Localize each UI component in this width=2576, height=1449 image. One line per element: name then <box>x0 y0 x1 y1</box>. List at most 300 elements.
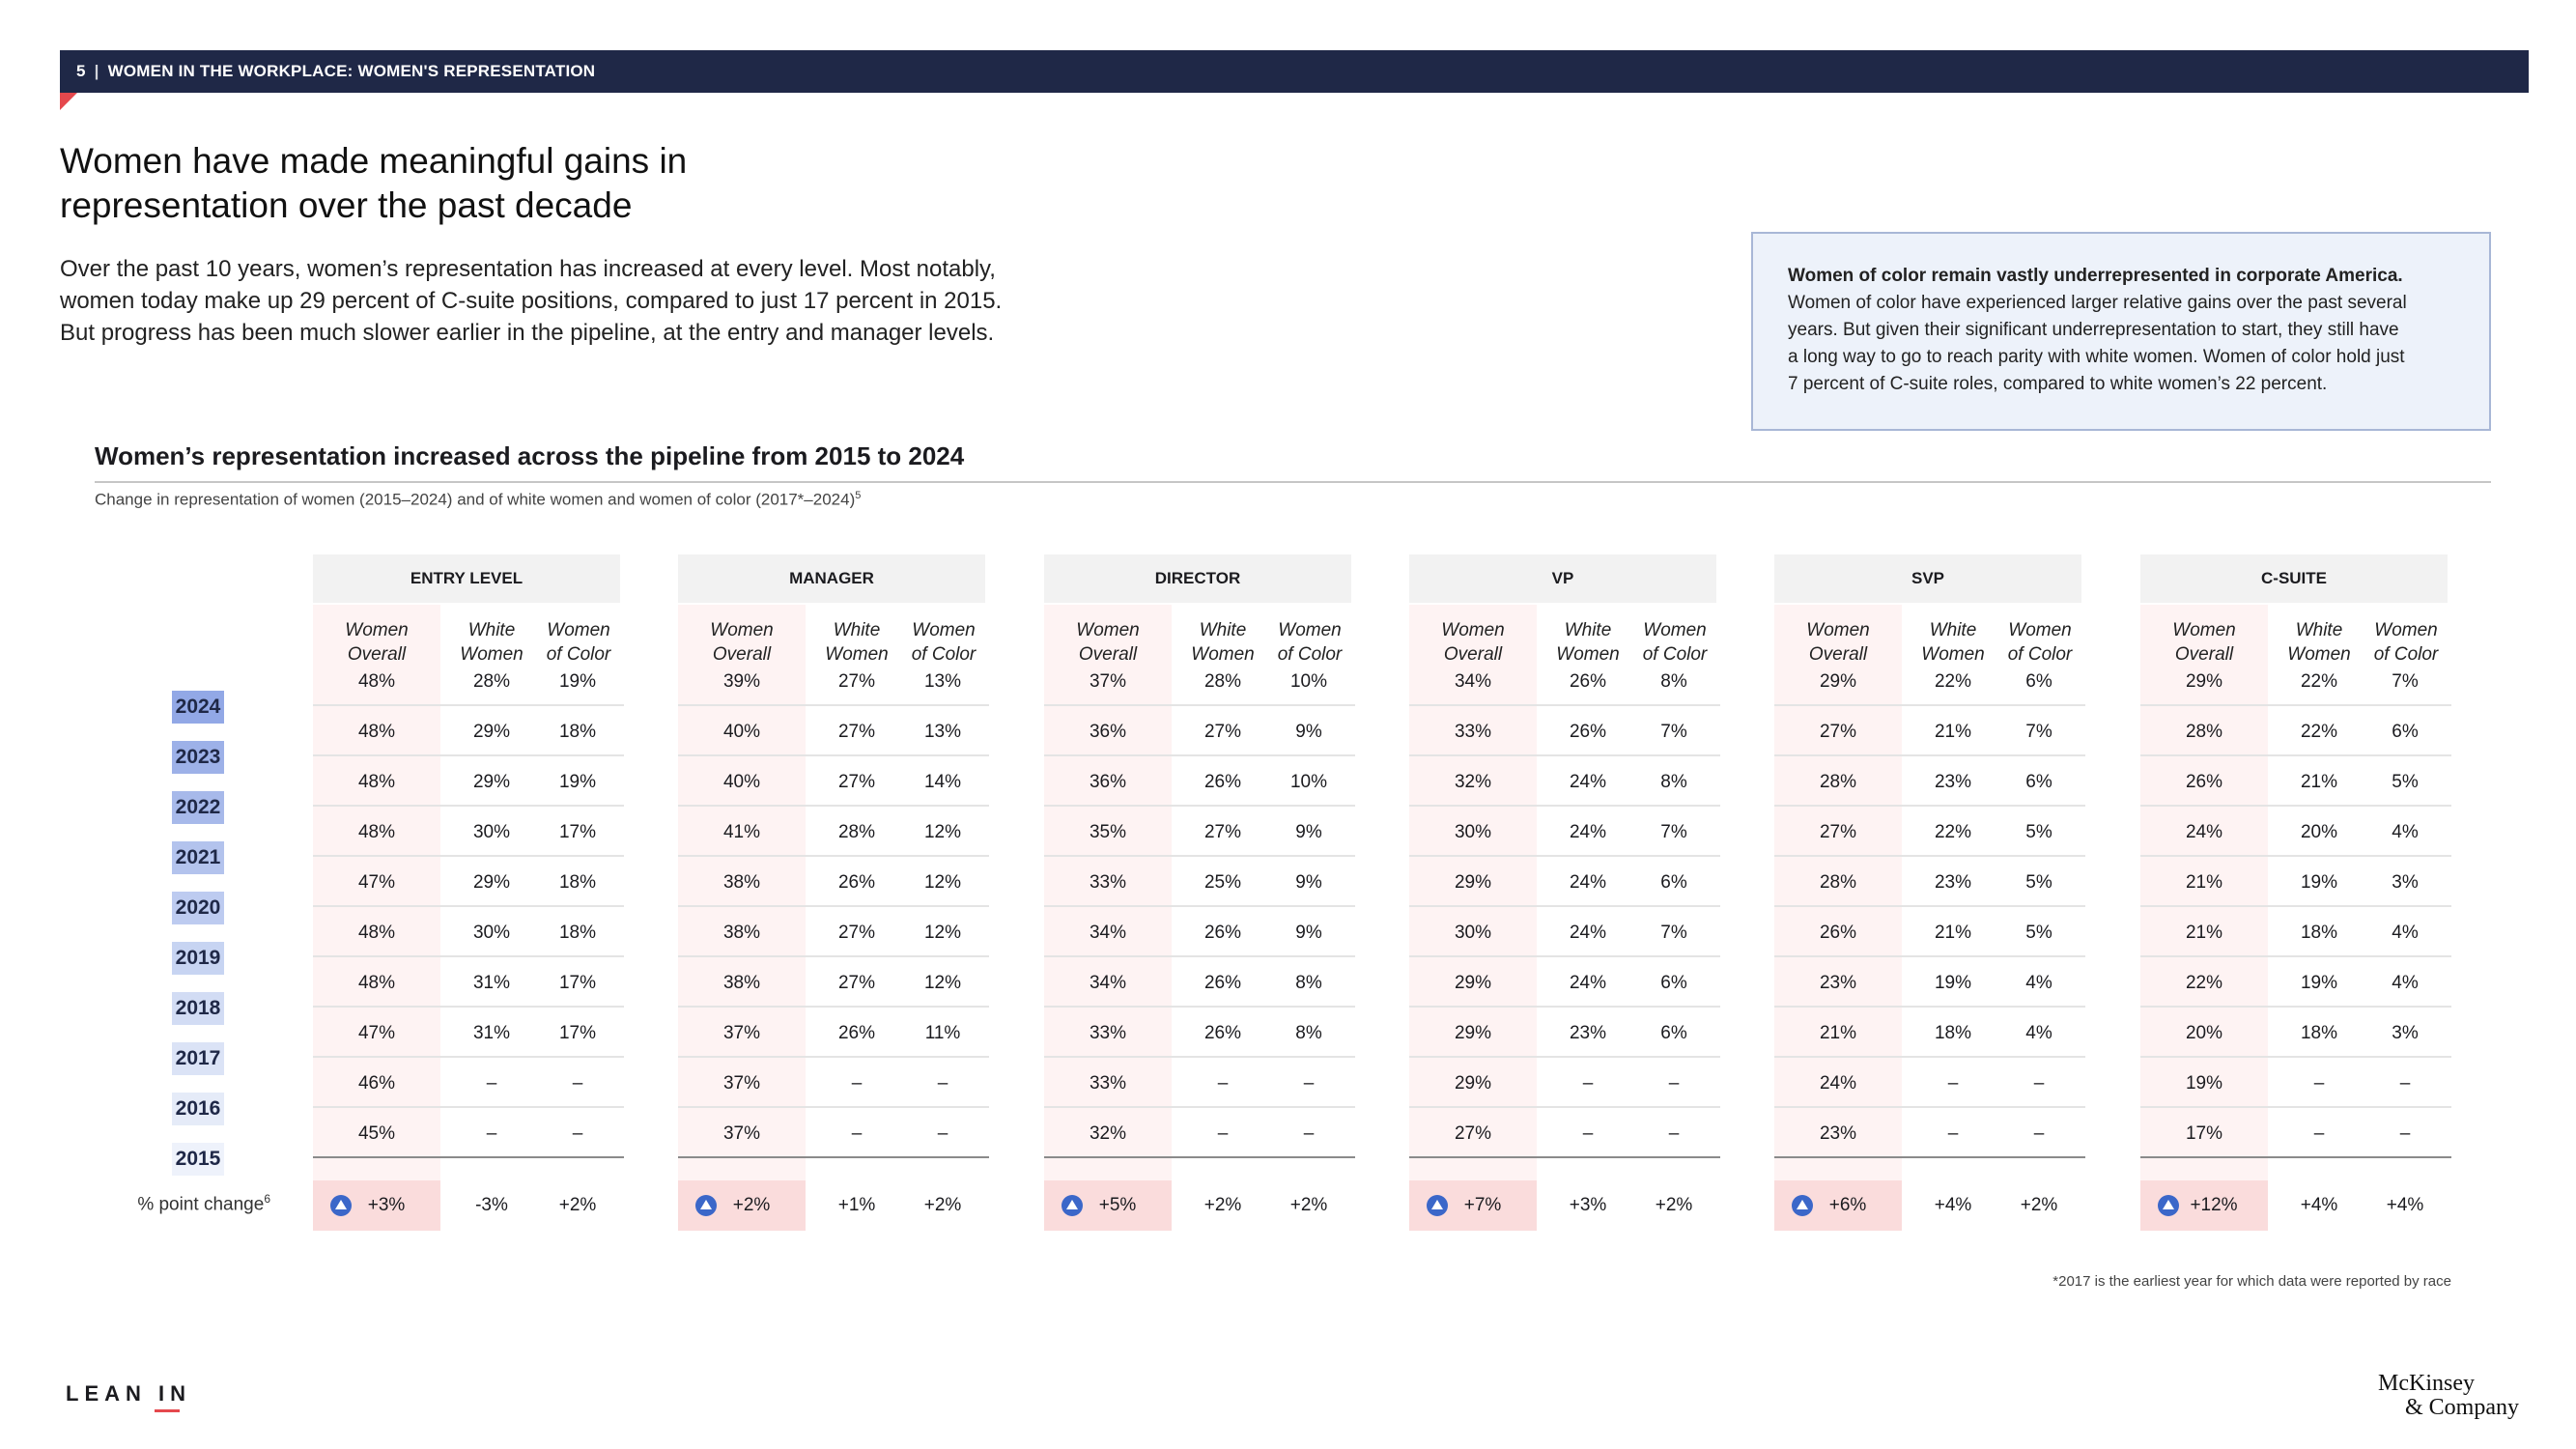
table-cell: 7% <box>1660 722 1687 742</box>
table-cell: 20% <box>2185 1023 2223 1043</box>
table-row <box>1044 808 1355 857</box>
year-label: 2020 <box>172 892 224 924</box>
table-cell: 4% <box>2392 973 2419 993</box>
table-cell: 6% <box>1660 1023 1687 1043</box>
table-cell: 29% <box>1454 1023 1492 1043</box>
table-cell: 13% <box>923 722 962 742</box>
table-cell: 6% <box>1660 973 1687 993</box>
change-cell <box>1044 1180 1172 1231</box>
table-cell: 26% <box>1819 923 1857 943</box>
column-header-line: Women <box>825 644 889 665</box>
year-label: 2017 <box>172 1042 224 1075</box>
table-row <box>2140 1059 2451 1108</box>
table-cell: 28% <box>2185 722 2223 742</box>
column-header-line: White <box>2295 620 2343 640</box>
column-header-line: Women <box>2008 620 2072 640</box>
table-row <box>2140 808 2451 857</box>
change-value: +3% <box>1569 1195 1607 1215</box>
table-cell: 37% <box>722 1023 761 1043</box>
change-value: +2% <box>1289 1195 1328 1215</box>
level-header: VP <box>1409 554 1716 603</box>
table-cell: 30% <box>472 923 511 943</box>
table-cell: – <box>937 1123 948 1144</box>
level-header: MANAGER <box>678 554 985 603</box>
table-cell: 21% <box>2300 772 2338 792</box>
year-label: 2019 <box>172 942 224 975</box>
table-cell: 36% <box>1089 772 1127 792</box>
table-cell: 26% <box>2185 772 2223 792</box>
change-cell <box>533 1180 622 1231</box>
table-cell: 28% <box>837 822 876 842</box>
table-row <box>1774 707 2085 756</box>
column-header-line: White <box>833 620 881 640</box>
header-accent-triangle <box>60 93 77 110</box>
table-cell: 26% <box>837 872 876 893</box>
column-header-line: Women <box>710 620 774 640</box>
table-cell: 12% <box>923 872 962 893</box>
table-cell: 19% <box>2300 872 2338 893</box>
page-title: Women have made meaningful gains in representation over the past decade <box>60 141 688 225</box>
table-row <box>313 858 624 907</box>
table-row <box>1044 757 1355 807</box>
table-cell: 37% <box>722 1123 761 1144</box>
callout-line: years. But given their significant underrepresentation to start, they still have <box>1788 320 2399 340</box>
table-cell: 30% <box>472 822 511 842</box>
table-cell: 38% <box>722 973 761 993</box>
table-row <box>1409 908 1720 957</box>
table-row <box>1044 958 1355 1008</box>
change-row <box>1774 1180 2085 1231</box>
table-cell: – <box>2399 1073 2411 1094</box>
table-cell: 39% <box>722 671 761 692</box>
table-cell: 29% <box>1454 1073 1492 1094</box>
table-cell: 28% <box>1203 671 1242 692</box>
change-cell <box>678 1180 806 1231</box>
change-value: +2% <box>1655 1195 1693 1215</box>
table-cell: 5% <box>2025 822 2052 842</box>
callout-line: a long way to go to reach parity with white women. Women of color hold just <box>1788 347 2405 367</box>
table-cell: 22% <box>1934 671 1972 692</box>
footnote: *2017 is the earliest year for which data were reported by race <box>2052 1273 2451 1290</box>
table-cell: 33% <box>1089 1023 1127 1043</box>
table-cell: – <box>1668 1073 1680 1094</box>
table-cell: 21% <box>2185 923 2223 943</box>
callout-line: Women of color have experienced larger relative gains over the past several <box>1788 293 2407 313</box>
table-cell: – <box>851 1123 863 1144</box>
table-row <box>1774 1009 2085 1058</box>
table-cell: 27% <box>837 772 876 792</box>
table-cell: 26% <box>1569 671 1607 692</box>
table-row <box>2140 757 2451 807</box>
table-cell: 21% <box>1934 722 1972 742</box>
table-cell: 8% <box>1660 671 1687 692</box>
table-cell: 17% <box>558 973 597 993</box>
change-cell <box>1544 1180 1631 1231</box>
table-cell: – <box>1217 1073 1229 1094</box>
column-header-line: Overall <box>1808 644 1868 665</box>
column-header-line: Women <box>547 620 610 640</box>
year-label: 2021 <box>172 841 224 874</box>
table-row <box>1774 858 2085 907</box>
table-row <box>1409 958 1720 1008</box>
chart-subtitle: Change in representation of women (2015–2024) and of white women and women of color $(2017*-2024)^5$ <box>95 490 862 509</box>
table-cell: 34% <box>1089 923 1127 943</box>
table-row <box>678 707 989 756</box>
column-header-line: Women <box>1921 644 1985 665</box>
table-row <box>313 757 624 807</box>
table-cell: 32% <box>1454 772 1492 792</box>
table-cell: 32% <box>1089 1123 1127 1144</box>
table-cell: 22% <box>2185 973 2223 993</box>
table-row <box>678 958 989 1008</box>
change-cell <box>898 1180 987 1231</box>
column-header-line: Women <box>1076 620 1140 640</box>
table-cell: 48% <box>357 722 396 742</box>
table-row <box>1409 1009 1720 1058</box>
table-row <box>678 757 989 807</box>
table-cell: 26% <box>1203 973 1242 993</box>
table-row <box>313 958 624 1008</box>
table-cell: 18% <box>558 923 597 943</box>
table-cell: 24% <box>1569 923 1607 943</box>
table-cell: 48% <box>357 822 396 842</box>
table-cell: – <box>1947 1123 1959 1144</box>
table-row <box>678 657 989 706</box>
chart-title: Women’s representation increased across the pipeline from 2015 to 2024 <box>95 441 965 470</box>
change-row <box>313 1180 624 1231</box>
table-cell: 14% <box>923 772 962 792</box>
column-header-line: White <box>1564 620 1612 640</box>
change-cell <box>1910 1180 1996 1231</box>
table-cell: 6% <box>2025 671 2052 692</box>
table-cell: 27% <box>837 671 876 692</box>
table-cell: 33% <box>1454 722 1492 742</box>
table-cell: 18% <box>2300 923 2338 943</box>
column-header-line: White <box>467 620 516 640</box>
table-cell: – <box>851 1073 863 1094</box>
table-cell: 6% <box>1660 872 1687 893</box>
table-cell: 35% <box>1089 822 1127 842</box>
table-cell: 26% <box>1203 923 1242 943</box>
table-cell: 5% <box>2392 772 2419 792</box>
change-cell <box>1264 1180 1353 1231</box>
table-cell: 27% <box>1454 1123 1492 1144</box>
table-cell: 26% <box>1203 772 1242 792</box>
table-cell: – <box>572 1123 583 1144</box>
table-cell: 29% <box>472 872 511 893</box>
table-row <box>2140 1109 2451 1158</box>
table-cell: 29% <box>472 772 511 792</box>
change-cell <box>1629 1180 1718 1231</box>
table-cell: 23% <box>1569 1023 1607 1043</box>
table-cell: 25% <box>1203 872 1242 893</box>
table-row <box>678 1009 989 1058</box>
table-cell: 11% <box>924 1023 961 1043</box>
table-cell: 24% <box>2185 822 2223 842</box>
table-cell: 30% <box>1454 923 1492 943</box>
table-cell: – <box>1582 1073 1594 1094</box>
table-cell: 33% <box>1089 1073 1127 1094</box>
column-header-line: of Color <box>1277 644 1343 665</box>
table-cell: – <box>486 1073 497 1094</box>
table-cell: 36% <box>1089 722 1127 742</box>
level-block <box>1044 554 1355 1231</box>
change-row <box>678 1180 989 1231</box>
table-cell: 23% <box>1934 872 1972 893</box>
table-cell: 20% <box>2300 822 2338 842</box>
change-row <box>1409 1180 1720 1231</box>
change-value: +2% <box>1203 1195 1242 1215</box>
column-header-line: Women <box>1441 620 1505 640</box>
column-header-line: Women <box>1556 644 1620 665</box>
table-cell: 10% <box>1289 671 1328 692</box>
table-cell: 30% <box>1454 822 1492 842</box>
table-row <box>2140 707 2451 756</box>
table-cell: 22% <box>2300 722 2338 742</box>
table-row <box>1409 657 1720 706</box>
table-cell: 9% <box>1295 872 1322 893</box>
column-header-line: Women <box>345 620 409 640</box>
table-row <box>313 808 624 857</box>
table-row <box>678 1109 989 1158</box>
column-header-line: Women <box>912 620 976 640</box>
table-cell: 6% <box>2392 722 2419 742</box>
change-cell <box>1179 1180 1266 1231</box>
table-cell: 31% <box>472 973 511 993</box>
change-value: +5% <box>1098 1195 1137 1215</box>
table-row <box>1409 1059 1720 1108</box>
table-row <box>678 908 989 957</box>
change-cell <box>313 1180 440 1231</box>
change-value: +4% <box>2300 1195 2338 1215</box>
table-cell: 21% <box>2185 872 2223 893</box>
table-cell: 3% <box>2392 1023 2419 1043</box>
table-cell: 40% <box>722 722 761 742</box>
table-row <box>1774 1109 2085 1158</box>
table-cell: – <box>2033 1073 2045 1094</box>
table-cell: – <box>572 1073 583 1094</box>
mckinsey-logo: McKinsey & Company <box>2378 1371 2519 1420</box>
table-cell: 7% <box>2392 671 2419 692</box>
table-row <box>1774 657 2085 706</box>
table-cell: 48% <box>357 973 396 993</box>
table-cell: – <box>1947 1073 1959 1094</box>
table-row <box>313 1109 624 1158</box>
callout-line: 7 percent of C-suite roles, compared to white women’s 22 percent. <box>1788 374 2328 394</box>
table-cell: 12% <box>923 923 962 943</box>
column-header-line: Overall <box>2174 644 2234 665</box>
chart-title-rule <box>95 481 2491 483</box>
section-title: WOMEN IN THE WORKPLACE: WOMEN'S REPRESENTATION <box>107 62 596 80</box>
table-cell: – <box>1668 1123 1680 1144</box>
table-row <box>1774 757 2085 807</box>
table-row <box>1409 707 1720 756</box>
level-header: C-SUITE <box>2140 554 2448 603</box>
column-header-line: Women <box>2287 644 2351 665</box>
table-row <box>1044 1009 1355 1058</box>
table-cell: 8% <box>1295 973 1322 993</box>
table-cell: 29% <box>1454 872 1492 893</box>
column-header-line: of Color <box>911 644 977 665</box>
table-cell: 22% <box>1934 822 1972 842</box>
table-cell: 28% <box>472 671 511 692</box>
table-cell: 27% <box>837 722 876 742</box>
change-cell <box>2140 1180 2268 1231</box>
table-cell: 24% <box>1569 822 1607 842</box>
column-header-line: Overall <box>712 644 772 665</box>
table-row <box>1774 1059 2085 1108</box>
column-header-line: White <box>1929 620 1977 640</box>
column-header-line: Overall <box>347 644 407 665</box>
change-value: +6% <box>1828 1195 1867 1215</box>
table-cell: 10% <box>1289 772 1328 792</box>
change-value: -3% <box>475 1195 508 1215</box>
table-cell: 4% <box>2392 822 2419 842</box>
level-block <box>678 554 989 1231</box>
table-cell: 17% <box>558 1023 597 1043</box>
table-cell: – <box>2033 1123 2045 1144</box>
table-cell: 18% <box>1934 1023 1972 1043</box>
table-row <box>1044 1109 1355 1158</box>
table-cell: 7% <box>1660 822 1687 842</box>
column-header-line: Women <box>1278 620 1342 640</box>
table-cell: 27% <box>1819 722 1857 742</box>
column-header-line: of Color <box>546 644 611 665</box>
callout-heading: Women of color remain vastly underrepresented in corporate America. <box>1788 266 2403 286</box>
table-cell: 29% <box>1454 973 1492 993</box>
table-cell: 18% <box>558 872 597 893</box>
table-cell: 7% <box>2025 722 2052 742</box>
table-cell: 8% <box>1295 1023 1322 1043</box>
table-row <box>2140 958 2451 1008</box>
table-cell: 8% <box>1660 772 1687 792</box>
table-cell: 28% <box>1819 772 1857 792</box>
table-cell: – <box>937 1073 948 1094</box>
table-cell: – <box>2313 1123 2325 1144</box>
table-row <box>1409 858 1720 907</box>
table-row <box>2140 657 2451 706</box>
table-cell: 19% <box>558 671 597 692</box>
table-cell: 13% <box>923 671 962 692</box>
column-header-line: Women <box>1191 644 1255 665</box>
table-cell: 28% <box>1819 872 1857 893</box>
table-row <box>313 908 624 957</box>
year-label: 2018 <box>172 992 224 1025</box>
page-header-bar <box>60 50 2529 93</box>
column-header-line: Overall <box>1443 644 1503 665</box>
column-header-line: Overall <box>1078 644 1138 665</box>
change-value: +2% <box>2020 1195 2058 1215</box>
table-cell: – <box>1217 1123 1229 1144</box>
table-row <box>1409 757 1720 807</box>
column-header-line: Women <box>2374 620 2438 640</box>
table-cell: 41% <box>722 822 761 842</box>
column-header-line: of Color <box>1642 644 1708 665</box>
table-cell: 5% <box>2025 872 2052 893</box>
change-value: +4% <box>1934 1195 1972 1215</box>
level-header: ENTRY LEVEL <box>313 554 620 603</box>
table-cell: 18% <box>2300 1023 2338 1043</box>
change-row <box>1044 1180 1355 1231</box>
table-cell: 48% <box>357 772 396 792</box>
change-cell <box>2276 1180 2363 1231</box>
level-block <box>1774 554 2085 1231</box>
lean-in-logo-underline <box>155 1409 180 1412</box>
table-cell: 29% <box>472 722 511 742</box>
table-cell: 21% <box>1819 1023 1857 1043</box>
intro-paragraph: Over the past 10 years, women’s representation has increased at every level. Most notably, women today make up 29 percent of C-suite positions, compared to just 17 percent in 2015. But progress has been much slower earlier in the pipeline, at the entry and manager levels. <box>60 256 1003 346</box>
table-row <box>1044 908 1355 957</box>
table-cell: 24% <box>1569 872 1607 893</box>
table-cell: 37% <box>722 1073 761 1094</box>
table-cell: 38% <box>722 923 761 943</box>
header-separator: | <box>94 62 99 80</box>
table-cell: 38% <box>722 872 761 893</box>
column-header-line: White <box>1199 620 1247 640</box>
table-row <box>313 1059 624 1108</box>
table-cell: 22% <box>2300 671 2338 692</box>
change-value: +3% <box>367 1195 406 1215</box>
table-row <box>1774 958 2085 1008</box>
table-cell: 34% <box>1089 973 1127 993</box>
table-row <box>678 808 989 857</box>
year-label: 2016 <box>172 1093 224 1125</box>
table-cell: 6% <box>2025 772 2052 792</box>
level-block <box>313 554 624 1231</box>
table-cell: – <box>1303 1073 1315 1094</box>
table-cell: 27% <box>837 973 876 993</box>
column-header-line: Women <box>1643 620 1707 640</box>
table-row <box>313 1009 624 1058</box>
change-cell <box>2361 1180 2449 1231</box>
change-value: +4% <box>2386 1195 2424 1215</box>
table-cell: 19% <box>2300 973 2338 993</box>
column-header-line: Women <box>1806 620 1870 640</box>
table-row <box>1044 858 1355 907</box>
table-cell: 17% <box>558 822 597 842</box>
table-cell: 12% <box>923 973 962 993</box>
table-row <box>2140 1009 2451 1058</box>
table-cell: 33% <box>1089 872 1127 893</box>
table-row <box>1044 1059 1355 1108</box>
table-cell: 18% <box>558 722 597 742</box>
table-cell: 4% <box>2025 1023 2052 1043</box>
level-block <box>2140 554 2451 1231</box>
table-row <box>313 657 624 706</box>
table-row <box>1774 808 2085 857</box>
table-cell: 45% <box>357 1123 396 1144</box>
table-cell: 21% <box>1934 923 1972 943</box>
change-cell <box>813 1180 900 1231</box>
table-cell: 27% <box>837 923 876 943</box>
change-value: +7% <box>1463 1195 1502 1215</box>
table-cell: 9% <box>1295 923 1322 943</box>
page-number: 5 <box>76 62 86 80</box>
column-header-line: of Color <box>2373 644 2439 665</box>
change-value: +12% <box>2190 1195 2238 1215</box>
table-cell: – <box>1303 1123 1315 1144</box>
table-cell: – <box>486 1123 497 1144</box>
change-cell <box>1409 1180 1537 1231</box>
table-cell: 48% <box>357 923 396 943</box>
table-cell: 23% <box>1819 973 1857 993</box>
level-block <box>1409 554 1720 1231</box>
table-row <box>678 1059 989 1108</box>
year-label: 2024 <box>172 691 224 724</box>
change-cell <box>1774 1180 1902 1231</box>
table-cell: 9% <box>1295 822 1322 842</box>
change-value: +2% <box>732 1195 771 1215</box>
